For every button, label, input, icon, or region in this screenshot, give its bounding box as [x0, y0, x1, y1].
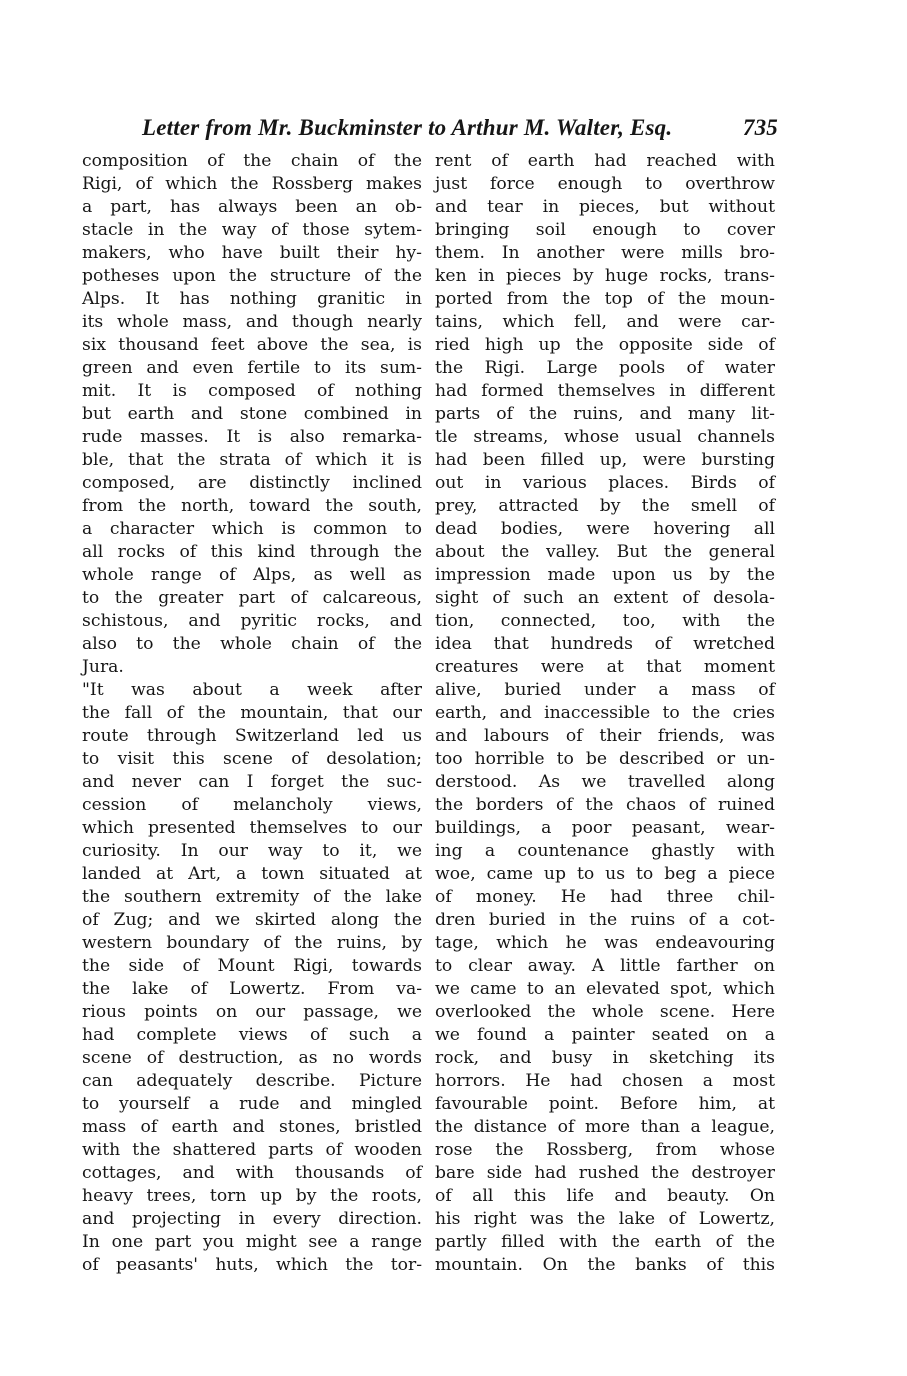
text-line: which presented themselves to our [82, 818, 422, 838]
text-line: buildings, a poor peasant, wear- [435, 818, 775, 838]
text-line: and tear in pieces, but without [435, 197, 775, 217]
running-head [142, 112, 782, 144]
text-line: had been filled up, were bursting [435, 450, 775, 470]
text-line: tion, connected, too, with the [435, 611, 775, 631]
text-line: dead bodies, were hovering all [435, 519, 775, 539]
text-line: all rocks of this kind through the [82, 542, 422, 562]
text-line: the distance of more than a league, [435, 1117, 775, 1137]
text-line: of money. He had three chil- [435, 887, 775, 907]
text-line: rock, and busy in sketching its [435, 1048, 775, 1068]
text-line: and never can I forget the suc- [82, 772, 422, 792]
text-line: In one part you might see a range [82, 1232, 422, 1252]
text-line: rent of earth had reached with [435, 151, 775, 171]
text-line: sight of such an extent of desola- [435, 588, 775, 608]
text-line: whole range of Alps, as well as [82, 565, 422, 585]
text-line: them. In another were mills bro- [435, 243, 775, 263]
page-number: 735 [742, 115, 778, 140]
text-line: creatures were at that moment [435, 657, 775, 677]
text-line: the fall of the mountain, that our [82, 703, 422, 723]
text-line: a part, has always been an ob- [82, 197, 422, 217]
text-line: scene of destruction, as no words [82, 1048, 422, 1068]
text-line: his right was the lake of Lowertz, [435, 1209, 775, 1229]
text-line: favourable point. Before him, at [435, 1094, 775, 1114]
text-line: tle streams, whose usual channels [435, 427, 775, 447]
text-line: to the greater part of calcareous, [82, 588, 422, 608]
text-line: landed at Art, a town situated at [82, 864, 422, 884]
text-line: mountain. On the banks of this [435, 1255, 775, 1275]
text-line: too horrible to be described or un- [435, 749, 775, 769]
text-line: just force enough to overthrow [435, 174, 775, 194]
text-line: "It was about a week after [82, 680, 422, 700]
text-line: mass of earth and stones, bristled [82, 1117, 422, 1137]
text-line: to yourself a rude and mingled [82, 1094, 422, 1114]
text-line: six thousand feet above the sea, is [82, 335, 422, 355]
text-line: composition of the chain of the [82, 151, 422, 171]
text-line: makers, who have built their hy- [82, 243, 422, 263]
left-text-column [82, 150, 422, 1277]
text-line: ried high up the opposite side of [435, 335, 775, 355]
text-line: can adequately describe. Picture [82, 1071, 422, 1091]
text-line: ing a countenance ghastly with [435, 841, 775, 861]
text-line: ported from the top of the moun- [435, 289, 775, 309]
text-line: the side of Mount Rigi, towards [82, 956, 422, 976]
text-line: with the shattered parts of wooden [82, 1140, 422, 1160]
text-line: schistous, and pyritic rocks, and [82, 611, 422, 631]
text-line: we came to an elevated spot, which [435, 979, 775, 999]
text-line: alive, buried under a mass of [435, 680, 775, 700]
text-line: curiosity. In our way to it, we [82, 841, 422, 861]
text-line: had complete views of such a [82, 1025, 422, 1045]
running-title: Letter from Mr. Buckminster to Arthur M. Walter, Esq. [142, 115, 673, 140]
text-line: had formed themselves in different [435, 381, 775, 401]
text-line: route through Switzerland led us [82, 726, 422, 746]
text-line: and projecting in every direction. [82, 1209, 422, 1229]
text-line: of all this life and beauty. On [435, 1186, 775, 1206]
text-line: of Zug; and we skirted along the [82, 910, 422, 930]
text-line: partly filled with the earth of the [435, 1232, 775, 1252]
text-line: prey, attracted by the smell of [435, 496, 775, 516]
text-line: bare side had rushed the destroyer [435, 1163, 775, 1183]
text-line: but earth and stone combined in [82, 404, 422, 424]
text-line: bringing soil enough to cover [435, 220, 775, 240]
text-line: the lake of Lowertz. From va- [82, 979, 422, 999]
text-line: overlooked the whole scene. Here [435, 1002, 775, 1022]
text-line: green and even fertile to its sum- [82, 358, 422, 378]
text-line: its whole mass, and though nearly [82, 312, 422, 332]
text-line: impression made upon us by the [435, 565, 775, 585]
text-line: horrors. He had chosen a most [435, 1071, 775, 1091]
text-line: rious points on our passage, we [82, 1002, 422, 1022]
text-line: cession of melancholy views, [82, 795, 422, 815]
text-line: a character which is common to [82, 519, 422, 539]
text-line: parts of the ruins, and many lit- [435, 404, 775, 424]
text-line: tains, which fell, and were car- [435, 312, 775, 332]
text-line: earth, and inaccessible to the cries [435, 703, 775, 723]
text-line: stacle in the way of those sytem- [82, 220, 422, 240]
text-line: ken in pieces by huge rocks, trans- [435, 266, 775, 286]
right-text-column [435, 150, 775, 1277]
text-line: also to the whole chain of the [82, 634, 422, 654]
text-line: we found a painter seated on a [435, 1025, 775, 1045]
text-line: the Rigi. Large pools of water [435, 358, 775, 378]
text-line: the southern extremity of the lake [82, 887, 422, 907]
text-line: western boundary of the ruins, by [82, 933, 422, 953]
text-line: out in various places. Birds of [435, 473, 775, 493]
text-line: and labours of their friends, was [435, 726, 775, 746]
text-line: composed, are distinctly inclined [82, 473, 422, 493]
text-line: ble, that the strata of which it is [82, 450, 422, 470]
text-line: tage, which he was endeavouring [435, 933, 775, 953]
text-line: cottages, and with thousands of [82, 1163, 422, 1183]
text-line: the borders of the chaos of ruined [435, 795, 775, 815]
text-line: from the north, toward the south, [82, 496, 422, 516]
text-line: derstood. As we travelled along [435, 772, 775, 792]
text-line: to visit this scene of desolation; [82, 749, 422, 769]
text-line: mit. It is composed of nothing [82, 381, 422, 401]
text-line: potheses upon the structure of the [82, 266, 422, 286]
text-line: dren buried in the ruins of a cot- [435, 910, 775, 930]
text-line: idea that hundreds of wretched [435, 634, 775, 654]
text-line: rose the Rossberg, from whose [435, 1140, 775, 1160]
text-line: to clear away. A little farther on [435, 956, 775, 976]
text-line: Rigi, of which the Rossberg makes [82, 174, 422, 194]
text-line: Alps. It has nothing granitic in [82, 289, 422, 309]
text-line: Jura. [82, 657, 124, 677]
text-line: rude masses. It is also remarka- [82, 427, 422, 447]
text-line: woe, came up to us to beg a piece [435, 864, 775, 884]
text-line: heavy trees, torn up by the roots, [82, 1186, 422, 1206]
text-line: about the valley. But the general [435, 542, 775, 562]
text-line: of peasants' huts, which the tor- [82, 1255, 422, 1275]
